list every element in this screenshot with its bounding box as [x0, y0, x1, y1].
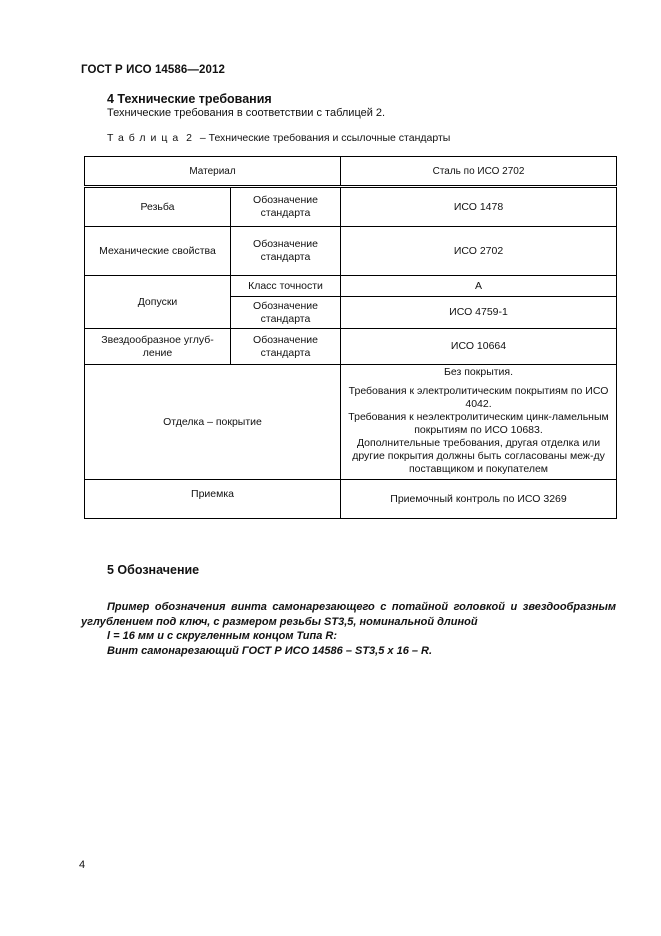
row-param: Обозначение стандарта — [231, 297, 341, 329]
example-line: l = 16 мм и с скругленным концом Типа R: — [107, 630, 338, 642]
table-row — [85, 187, 617, 227]
table-caption-title: – Технические требования и ссылочные стандарты — [199, 132, 451, 144]
example-line: углублением под ключ, с размером резьбы ST3,5, номинальной длиной — [81, 615, 478, 628]
row-name: Механические свойства — [85, 227, 231, 276]
row-value: A — [341, 276, 617, 297]
header-steel: Сталь по ИСО 2702 — [341, 157, 617, 187]
section-4-heading: 4 Технические требования — [107, 92, 272, 106]
header-material: Материал — [85, 157, 341, 187]
table-row — [85, 329, 617, 365]
row-param: Класс точности — [231, 276, 341, 297]
row-name: Звездообразное углуб-ление — [85, 329, 231, 365]
finish-line: Без покрытия. — [444, 366, 514, 378]
row-param: Обозначение стандарта — [231, 187, 341, 227]
finish-line: Дополнительные требования, другая отделка или другие покрытия должны быть согласованы меж-ду поставщиком и покупателем — [352, 437, 605, 475]
row-name: Допуски — [85, 276, 231, 329]
designation-example — [81, 600, 616, 658]
row-name: Резьба — [85, 187, 231, 227]
row-param: Обозначение стандарта — [231, 227, 341, 276]
acceptance-name: Приемка — [85, 480, 341, 519]
row-param: Обозначение стандарта — [231, 329, 341, 365]
table-caption-label: Таблица — [107, 132, 184, 144]
table-row — [85, 276, 617, 297]
example-line: Пример обозначения винта самонарезающего с потайной головкой и звездообразным — [107, 601, 616, 613]
finish-line: Требования к электролитическим покрытиям по ИСО 4042. — [348, 385, 609, 410]
example-line: Винт самонарезающий ГОСТ Р ИСО 14586 – ST3,5 x 16 – R. — [107, 644, 433, 657]
table-row — [85, 480, 617, 519]
finish-line: Требования к неэлектролитическим цинк-ламельным покрытиям по ИСО 10683. — [348, 411, 609, 436]
finish-name: Отделка – покрытие — [85, 365, 341, 480]
finish-value — [341, 365, 617, 480]
table-row — [85, 365, 617, 480]
row-value: ИСО 10664 — [341, 329, 617, 365]
section-4-text: Технические требования в соответствии с таблицей 2. — [107, 107, 386, 119]
row-value: ИСО 1478 — [341, 187, 617, 227]
table-header-row — [85, 157, 617, 187]
table-caption — [107, 132, 450, 144]
page-number: 4 — [79, 859, 86, 871]
row-value: ИСО 4759-1 — [341, 297, 617, 329]
table-row — [85, 227, 617, 276]
requirements-table — [84, 156, 617, 519]
row-value: ИСО 2702 — [341, 227, 617, 276]
acceptance-value: Приемочный контроль по ИСО 3269 — [341, 480, 617, 519]
table-caption-number: 2 — [186, 132, 197, 144]
document-header: ГОСТ Р ИСО 14586—2012 — [81, 64, 226, 76]
section-5-heading: 5 Обозначение — [107, 563, 200, 577]
